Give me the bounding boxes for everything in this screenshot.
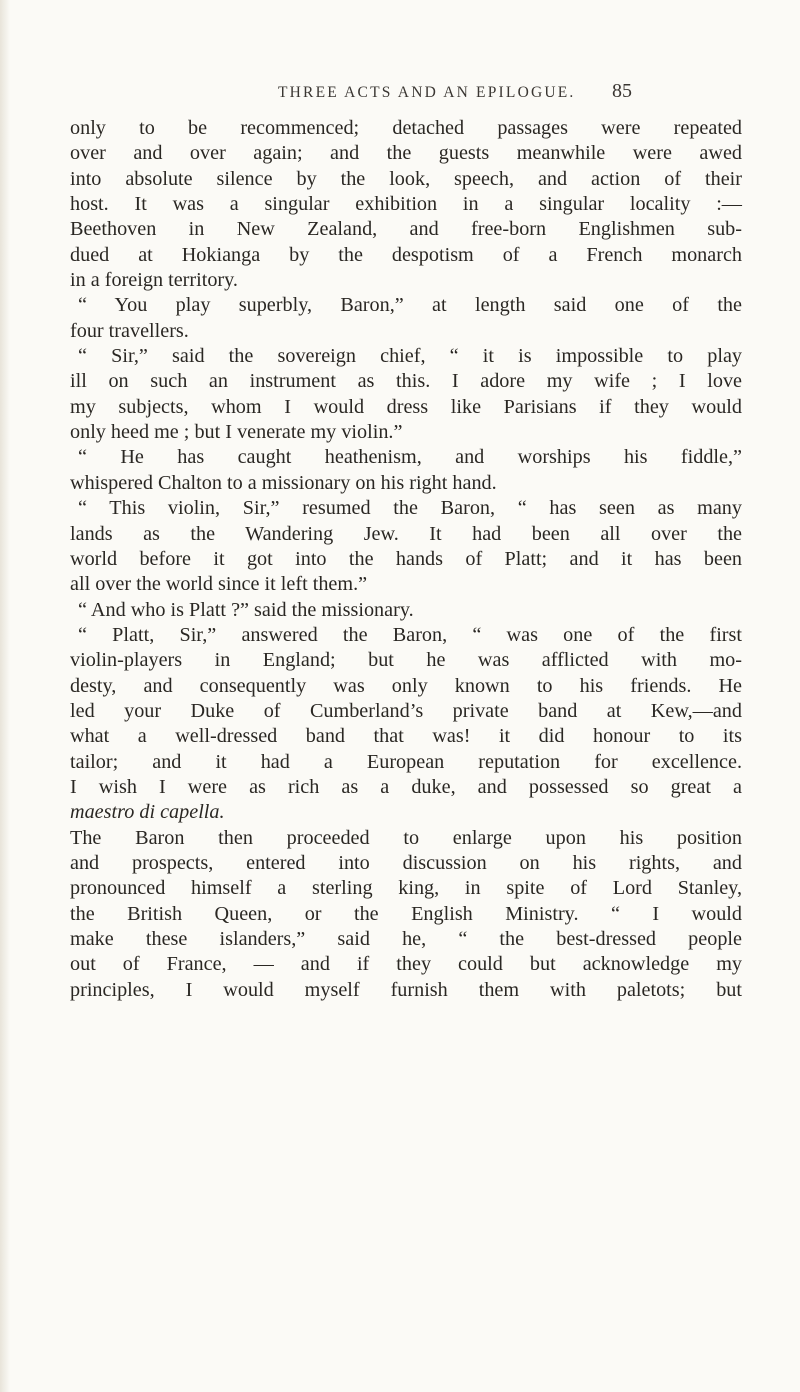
text-line: “ He has caught heathenism, and worships his fiddle,” — [78, 446, 742, 469]
body-text — [70, 116, 742, 1003]
text-line: pronounced himself a sterling king, in spite of Lord Stanley, — [70, 877, 742, 900]
text-line: my subjects, whom I would dress like Parisians if they would — [70, 395, 742, 418]
text-line: principles, I would myself furnish them with paletots; but — [70, 978, 742, 1001]
text-line: whispered Chalton to a missionary on his right hand. — [70, 471, 497, 494]
text-line: and prospects, entered into discussion on his rights, and — [70, 851, 742, 874]
text-line: lands as the Wandering Jew. It had been all over the — [70, 522, 742, 545]
text-line: all over the world since it left them.” — [70, 573, 368, 596]
text-line: in a foreign territory. — [70, 269, 238, 292]
text-line: “ Platt, Sir,” answered the Baron, “ was one of the first — [78, 623, 742, 646]
text-line: “ You play superbly, Baron,” at length said one of the — [78, 294, 742, 317]
text-line: host. It was a singular exhibition in a singular locality :— — [70, 193, 742, 216]
text-line: only to be recommenced; detached passages were repeated — [70, 117, 742, 139]
text-line: “ And who is Platt ?” said the missionary. — [78, 598, 414, 621]
text-line: four travellers. — [70, 319, 189, 342]
text-line: dued at Hokianga by the despotism of a French monarch — [70, 243, 742, 266]
text-line: Beethoven in New Zealand, and free-born Englishmen sub- — [70, 218, 742, 241]
text-line: make these islanders,” said he, “ the best-dressed people — [70, 928, 742, 950]
text-line: “ Sir,” said the sovereign chief, “ it is impossible to play — [78, 345, 742, 368]
text-line: into absolute silence by the look, speech, and action of their — [70, 167, 742, 190]
text-line: only heed me ; but I venerate my violin.” — [70, 421, 403, 444]
text-line: desty, and consequently was only known to his friends. He — [70, 674, 742, 697]
text-line: “ This violin, Sir,” resumed the Baron, “ has seen as many — [78, 497, 742, 520]
text-line: tailor; and it had a European reputation for excellence. — [70, 750, 742, 773]
text-line: The Baron then proceeded to enlarge upon his position — [70, 826, 742, 849]
text-line: what a well-dressed band that was! it did honour to its — [70, 725, 742, 748]
text-line: I wish I were as rich as a duke, and possessed so great a — [70, 775, 742, 798]
text-line: out of France, — and if they could but acknowledge my — [70, 953, 742, 976]
text-line: the British Queen, or the English Ministry. “ I would — [70, 902, 742, 925]
text-line: violin-players in England; but he was afflicted with mo- — [70, 649, 742, 672]
page-spine-shadow — [0, 0, 10, 1392]
page-number: 85 — [612, 80, 632, 102]
text-line: ill on such an instrument as this. I adore my wife ; I love — [70, 370, 742, 393]
text-line: over and over again; and the guests meanwhile were awed — [70, 142, 742, 165]
text-line: maestro di capella. — [70, 801, 225, 824]
text-line: led your Duke of Cumberland’s private band at Kew,—and — [70, 699, 742, 722]
running-title: THREE ACTS AND AN EPILOGUE. — [278, 84, 576, 101]
text-line: world before it got into the hands of Platt; and it has been — [70, 547, 742, 570]
